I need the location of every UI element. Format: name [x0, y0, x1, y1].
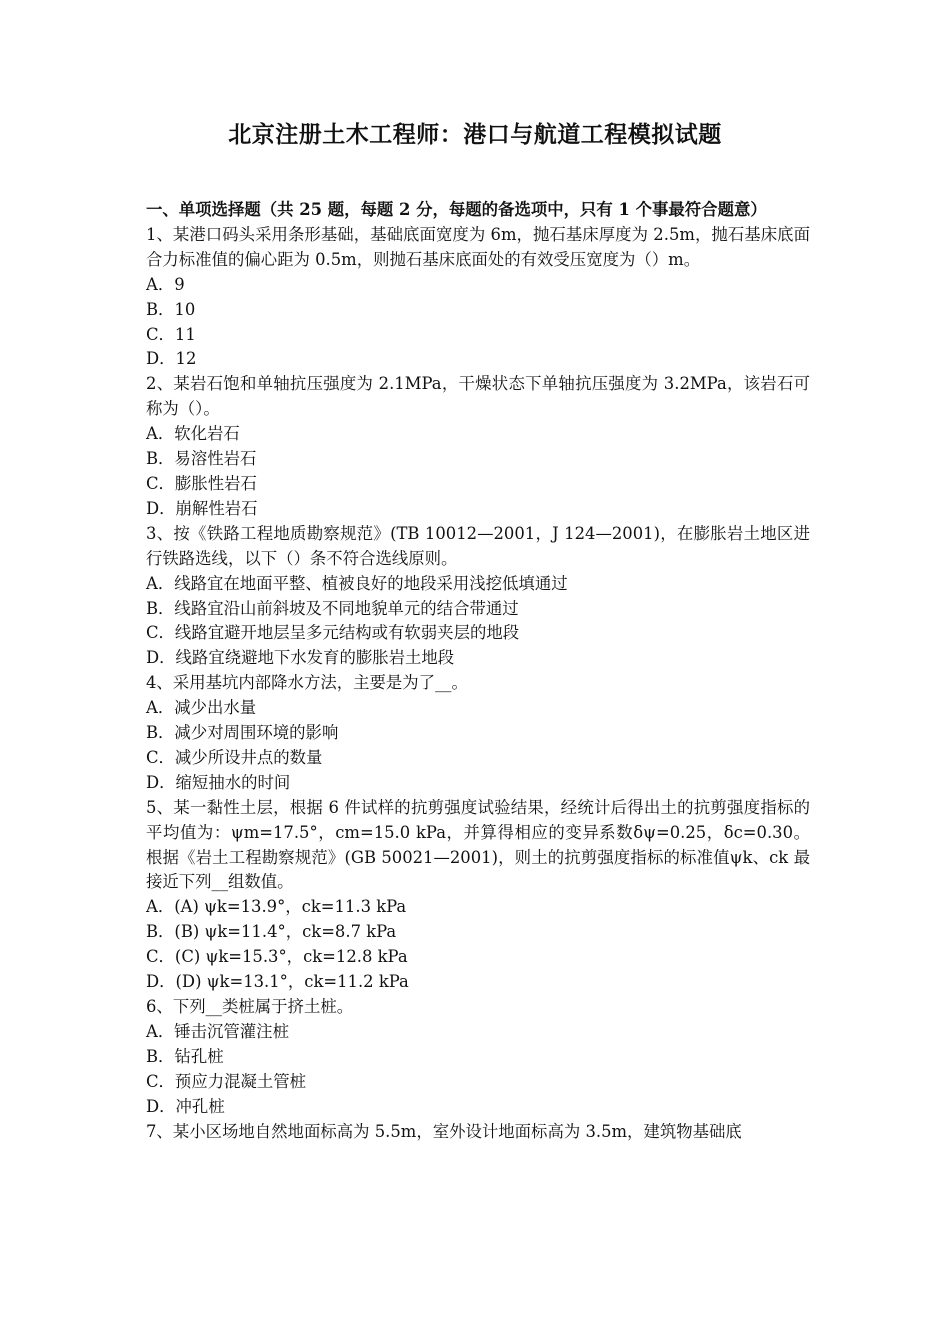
option-a: A．(A) ψk=13.9°，ck=11.3 kPa	[146, 897, 407, 917]
question-7	[146, 1120, 810, 1145]
option-c: C．膨胀性岩石	[146, 473, 257, 493]
option-d: D．12	[146, 349, 197, 369]
question-text: 2、某岩石饱和单轴抗压强度为 2.1MPa，干燥状态下单轴抗压强度为 3.2MPa，该岩石可称为（）。	[146, 374, 810, 419]
option-b: B．线路宜沿山前斜坡及不同地貌单元的结合带通过	[146, 598, 519, 618]
option-a: A．线路宜在地面平整、植被良好的地段采用浅挖低填通过	[146, 573, 568, 593]
option-c: C．11	[146, 324, 196, 344]
option-b: B．钻孔桩	[146, 1046, 224, 1066]
option-b: B．10	[146, 299, 196, 319]
option-c: C．减少所设井点的数量	[146, 747, 323, 767]
question-text: 7、某小区场地自然地面标高为 5.5m，室外设计地面标高为 3.5m，建筑物基础底	[146, 1121, 742, 1141]
option-d: D．冲孔桩	[146, 1096, 225, 1116]
section-heading: 一、单项选择题（共 25 题，每题 2 分，每题的备选项中，只有 1 个事最符合题意）	[146, 200, 767, 219]
question-text: 6、下列__类桩属于挤土桩。	[146, 997, 354, 1016]
option-b: B．易溶性岩石	[146, 449, 257, 469]
question-text: 5、某一黏性土层，根据 6 件试样的抗剪强度试验结果，经统计后得出土的抗剪强度指标的平均值为：ψm=17.5°，cm=15.0 kPa，并算得相应的变异系数δψ=0.25，δc=0.30。根据《岩土工程勘察规范》(GB 50021—2001)，则土的抗剪强度指标的标准值ψk、ck 最接近下列__组数值。	[146, 797, 810, 892]
question-4	[146, 671, 810, 796]
option-d: D．崩解性岩石	[146, 498, 258, 518]
question-text: 4、采用基坑内部降水方法，主要是为了__。	[146, 673, 468, 693]
question-text: 1、某港口码头采用条形基础，基础底面宽度为 6m，抛石基床厚度为 2.5m，抛石基床底面合力标准值的偏心距为 0.5m，则抛石基床底面处的有效受压宽度为（）m。	[146, 224, 810, 269]
question-2	[146, 372, 810, 521]
question-3	[146, 522, 810, 671]
document-body	[146, 198, 810, 1144]
option-c: C．预应力混凝土管桩	[146, 1071, 307, 1091]
question-6	[146, 995, 810, 1120]
option-a: A．9	[146, 274, 185, 294]
page-title: 北京注册土木工程师：港口与航道工程模拟试题	[228, 121, 722, 148]
option-d: D．(D) ψk=13.1°，ck=11.2 kPa	[146, 972, 409, 992]
option-a: A．减少出水量	[146, 698, 257, 718]
option-a: A．锤击沉管灌注桩	[146, 1021, 289, 1041]
question-text: 3、按《铁路工程地质勘察规范》(TB 10012—2001，J 124—2001)，在膨胀岩土地区进行铁路选线，以下（）条不符合选线原则。	[146, 523, 810, 568]
option-b: B．(B) ψk=11.4°，ck=8.7 kPa	[146, 922, 397, 942]
option-c: C．(C) ψk=15.3°，ck=12.8 kPa	[146, 947, 408, 967]
option-d: D．线路宜绕避地下水发育的膨胀岩土地段	[146, 648, 455, 668]
option-c: C．线路宜避开地层呈多元结构或有软弱夹层的地段	[146, 623, 520, 643]
option-a: A．软化岩石	[146, 424, 240, 444]
question-5	[146, 796, 810, 995]
option-b: B．减少对周围环境的影响	[146, 723, 339, 743]
question-1	[146, 223, 810, 372]
option-d: D．缩短抽水的时间	[146, 772, 291, 792]
